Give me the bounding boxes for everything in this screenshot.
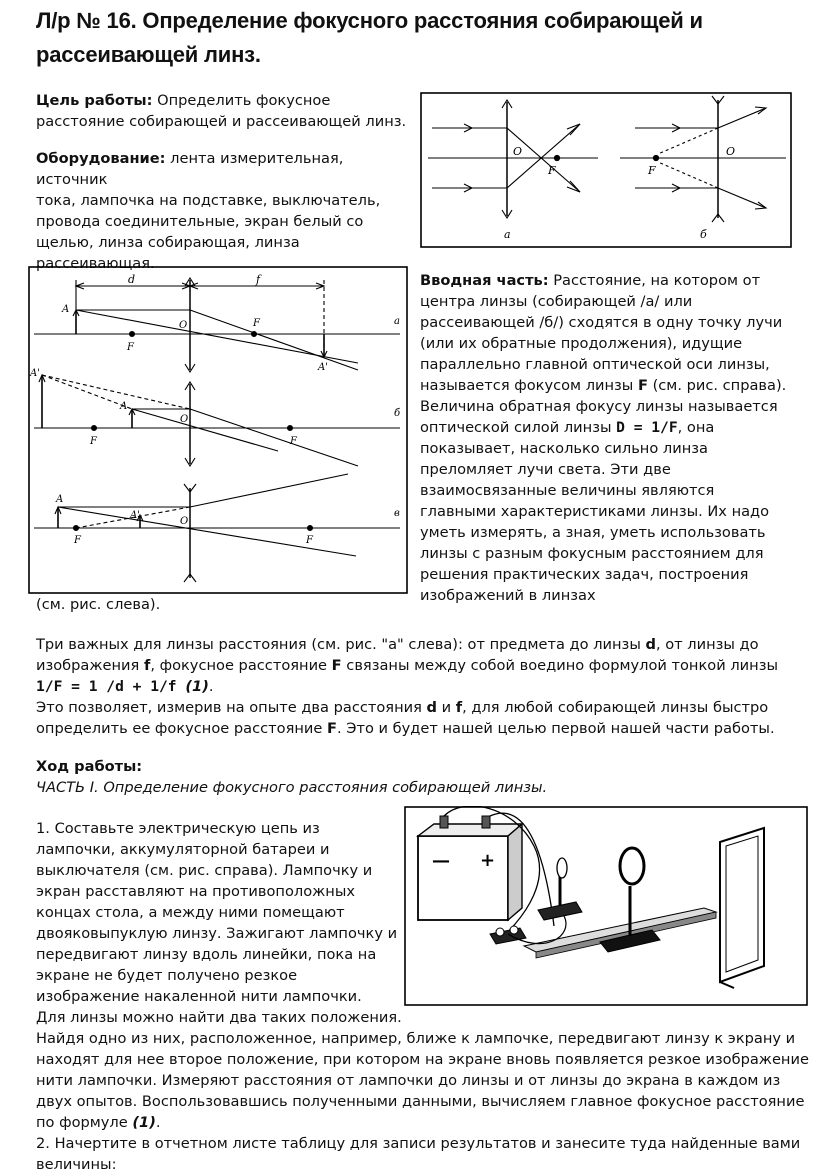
intro-line-8c: , она xyxy=(677,419,715,436)
panel-c xyxy=(34,474,400,582)
equipment-block xyxy=(36,148,416,274)
intro-line-6b: F xyxy=(637,377,648,394)
lens-formula: 1/F = 1 /d + 1/f xyxy=(36,678,186,695)
step1-line-6: двояковыпуклую линзу. Зажигают лампочку и xyxy=(36,925,398,942)
label-f1-panel-a: F xyxy=(127,342,134,353)
label-a-obj-panel-c: A xyxy=(56,494,64,505)
tag-panel-b: б xyxy=(394,408,401,419)
battery-plus: + xyxy=(480,850,496,871)
dist-p4d: d xyxy=(426,699,437,716)
dist-p2a: изображения xyxy=(36,657,144,674)
dist-p5F: F xyxy=(327,720,337,737)
formula-line-a: по формуле xyxy=(36,1114,133,1131)
intro-line-14: линзы с разным фокусным расстоянием для xyxy=(420,545,764,562)
dist-p5a: определить ее фокусное расстояние xyxy=(36,720,328,737)
step1-full-line-3: находят для нее второе положение, при котором на экране вновь появляется резкое изображение xyxy=(36,1051,809,1068)
step1-line-7: передвигают линзу вдоль линейки, пока на xyxy=(36,946,377,963)
intro-line-10: преломляет лучи света. Эти две xyxy=(420,461,671,478)
title-line-2: рассеивающей линз. xyxy=(36,42,261,67)
goal-block xyxy=(36,90,416,132)
formula-line-ref: (1) xyxy=(132,1114,156,1131)
dist-p4a: Это позволяет, измерив на опыте два расстояния xyxy=(36,699,427,716)
diverging-lens-panel xyxy=(620,96,786,222)
equipment-label: Оборудование: xyxy=(36,150,166,167)
step1-line-4: экран расставляют на противоположных xyxy=(36,883,355,900)
dist-p5b: . Это и будет нашей целью первой нашей части работы. xyxy=(337,720,775,737)
equipment-line-1: тока, лампочка на подставке, выключатель, xyxy=(36,192,381,209)
intro-line-5: параллельно главной оптической оси линзы, xyxy=(420,356,770,373)
page-title xyxy=(36,4,796,72)
panel-b xyxy=(34,375,400,466)
goal-text-2: расстояние собирающей и рассеивающей линз. xyxy=(36,113,407,130)
intro-line-8a: оптической силой линзы xyxy=(420,419,617,436)
dist-p2F: F xyxy=(331,657,342,674)
caption-a: а xyxy=(504,228,511,241)
focus-point-a xyxy=(554,155,559,160)
tag-panel-a: а xyxy=(394,316,400,327)
intro-line-1: Расстояние, на котором от xyxy=(548,272,761,289)
intro-line-2: центра линзы (собирающей /а/ или xyxy=(420,293,693,310)
label-o-panel-c: O xyxy=(180,516,189,527)
label-f-a: F xyxy=(548,164,556,177)
caption-b: б xyxy=(700,228,707,241)
dist-p1a: Три важных для линзы расстояния (см. рис. "а" слева): от предмета до линзы xyxy=(36,636,646,653)
step2-line-1: 2. Начертите в отчетном листе таблицу для записи результатов и занесите туда найденные вами xyxy=(36,1135,801,1152)
intro-line-12: главными характеристиками линзы. Их надо xyxy=(420,503,770,520)
dist-p4b: и xyxy=(436,699,456,716)
intro-line-8b: D = 1/F xyxy=(616,419,678,436)
dist-p4f: f xyxy=(455,699,463,716)
step1-line-1: 1. Составьте электрическую цепь из xyxy=(36,820,320,837)
label-a-obj-panel-b: A xyxy=(120,401,128,412)
label-f1-panel-c: F xyxy=(74,535,81,546)
step1-full-line-2: Найдя одно из них, расположенное, например, ближе к лампочке, передвигают линзу к экрану и xyxy=(36,1030,796,1047)
lamp-stand xyxy=(538,858,582,920)
step1-line-2: лампочки, аккумуляторной батареи и xyxy=(36,841,330,858)
label-o-a: O xyxy=(513,145,523,158)
label-o-b: O xyxy=(726,145,736,158)
formula-line-b: . xyxy=(155,1114,161,1131)
battery xyxy=(418,806,554,936)
step1-full-line-4: нити лампочки. Измеряют расстояния от лампочки до линзы и от линзы до экрана в каждом из xyxy=(36,1072,781,1089)
label-a-obj: A xyxy=(62,304,70,315)
panel-a xyxy=(34,278,400,372)
label-f-b: F xyxy=(648,164,656,177)
goal-label: Цель работы: xyxy=(36,92,153,109)
converging-lens-panel xyxy=(428,100,598,218)
intro-tail: (см. рис. слева). xyxy=(36,596,161,613)
intro-line-6a: называется фокусом линзы xyxy=(420,377,638,394)
step1-full-line-1: Для линзы можно найти два таких положения. xyxy=(36,1009,402,1026)
lens-formula-ref: (1) xyxy=(185,678,209,695)
label-o-panel-a: O xyxy=(179,320,188,331)
lens-formula-end: . xyxy=(208,678,214,695)
label-d: d xyxy=(128,273,136,286)
intro-line-11: взаимосвязанные величины являются xyxy=(420,482,715,499)
label-a-img-panel-b: A' xyxy=(30,368,40,379)
label-a-img-panel-a: A' xyxy=(318,362,328,373)
image-diagram-frame xyxy=(29,267,407,593)
intro-line-4: (или их обратные продолжения), идущие xyxy=(420,335,743,352)
dist-p4c: , для любой собирающей линзы быстро xyxy=(462,699,769,716)
step2-line-2: величины: xyxy=(36,1156,117,1173)
label-f-dist: f xyxy=(256,273,261,286)
screen xyxy=(720,828,764,988)
dist-p2f: f xyxy=(143,657,151,674)
goal-text-1: Определить фокусное xyxy=(152,92,331,109)
part1-title: ЧАСТЬ I. Определение фокусного расстояния собирающей линзы. xyxy=(36,779,548,796)
image-construction-diagram xyxy=(28,266,408,594)
title-line-1: Л/р № 16. Определение фокусного расстояния собирающей и xyxy=(36,8,703,33)
intro-line-13: уметь измерять, а зная, уметь использовать xyxy=(420,524,766,541)
step1-line-5: концах стола, а между ними помещают xyxy=(36,904,345,921)
intro-label: Вводная часть: xyxy=(420,272,549,289)
label-a-img-panel-c: A' xyxy=(130,510,140,521)
step1-full-line-5: двух опытов. Воспользовавшись полученными данными, вычисляем главное фокусное расстояние xyxy=(36,1093,805,1110)
equipment-line-4: рассеивающая. xyxy=(36,255,155,272)
equipment-line-0: лента измерительная, источник xyxy=(36,150,344,188)
step1-line-3: выключателя (см. рис. справа). Лампочку и xyxy=(36,862,373,879)
dist-p1d: d xyxy=(645,636,656,653)
focus-diagram xyxy=(420,92,792,248)
intro-line-7: Величина обратная фокусу линзы называется xyxy=(420,398,778,415)
equipment-line-2: провода соединительные, экран белый со xyxy=(36,213,364,230)
label-f2-panel-c: F xyxy=(306,535,313,546)
intro-line-9: показывает, насколько сильно линза xyxy=(420,440,708,457)
dist-p2b: , фокусное расстояние xyxy=(150,657,332,674)
label-f1-panel-b: F xyxy=(90,436,97,447)
focus-diagram-frame xyxy=(421,93,791,247)
battery-minus: — xyxy=(432,850,450,871)
distances-block xyxy=(36,634,806,739)
procedure-heading: Ход работы: xyxy=(36,758,143,775)
intro-block xyxy=(420,270,806,606)
procedure-header xyxy=(36,756,806,798)
intro-line-6c: (см. рис. справа). xyxy=(647,377,787,394)
step1-narrow xyxy=(36,818,406,1007)
step1-full xyxy=(36,1007,810,1175)
equipment-line-3: щелью, линза собирающая, линза xyxy=(36,234,300,251)
dist-p1b: , от линзы до xyxy=(655,636,759,653)
intro-line-3: рассеивающей /б/) сходятся в одну точку лучи xyxy=(420,314,783,331)
dist-p2c: связаны между собой воедино формулой тонкой линзы xyxy=(341,657,778,674)
label-f2-panel-b: F xyxy=(290,436,297,447)
intro-line-16: изображений в линзах xyxy=(420,587,596,604)
label-f2-panel-a: F xyxy=(253,318,260,329)
step1-line-9: изображение накаленной нити лампочки. xyxy=(36,988,362,1005)
intro-line-15: решения практических задач, построения xyxy=(420,566,749,583)
step1-line-8: экране не будет получено резкое xyxy=(36,967,298,984)
apparatus-illustration xyxy=(404,806,808,1006)
tag-panel-c: в xyxy=(394,508,400,519)
focus-point-b xyxy=(653,155,658,160)
label-o-panel-b: O xyxy=(180,414,189,425)
